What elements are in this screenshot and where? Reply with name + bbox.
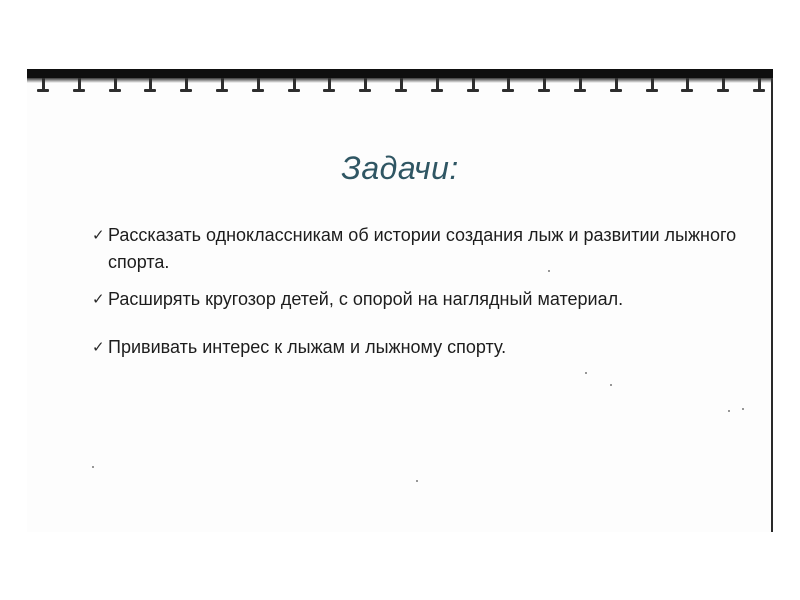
binding-ring — [252, 78, 264, 94]
scan-speck — [728, 410, 730, 412]
binding-ring — [502, 78, 514, 94]
task-text: Прививать интерес к лыжам и лыжному спорту. — [108, 337, 507, 357]
scan-speck — [548, 270, 550, 272]
task-item — [88, 286, 738, 313]
binding-ring — [395, 78, 407, 94]
task-item — [88, 222, 738, 276]
binding-ring — [73, 78, 85, 94]
binding-ring — [431, 78, 443, 94]
checkmark-icon: ✓ — [92, 339, 105, 356]
binding-ring — [467, 78, 479, 94]
slide-title: Задачи: — [341, 150, 459, 186]
binding-ring — [109, 78, 121, 94]
task-text: Рассказать одноклассникам об истории создания лыж и развитии лыжного спорта. — [108, 225, 737, 272]
binding-ring — [216, 78, 228, 94]
checkmark-icon: ✓ — [92, 291, 105, 308]
checkmark-icon: ✓ — [92, 227, 105, 244]
binding-ring — [144, 78, 156, 94]
binding-bar — [27, 69, 773, 78]
binding-ring — [574, 78, 586, 94]
task-text: Расширять кругозор детей, с опорой на наглядный материал. — [108, 289, 624, 309]
scan-speck — [416, 480, 418, 482]
scan-speck — [92, 466, 94, 468]
binding-ring — [753, 78, 765, 94]
binding-ring — [610, 78, 622, 94]
binding-rings — [27, 78, 773, 98]
binding-ring — [288, 78, 300, 94]
task-list — [88, 222, 738, 361]
binding-ring — [681, 78, 693, 94]
binding-ring — [37, 78, 49, 94]
binding-ring — [359, 78, 371, 94]
binding-ring — [538, 78, 550, 94]
scan-speck — [585, 372, 587, 374]
task-item — [88, 334, 738, 361]
binding-ring — [646, 78, 658, 94]
scan-speck — [742, 408, 744, 410]
binding-ring — [323, 78, 335, 94]
binding-ring — [180, 78, 192, 94]
scan-speck — [610, 384, 612, 386]
binding-ring — [717, 78, 729, 94]
